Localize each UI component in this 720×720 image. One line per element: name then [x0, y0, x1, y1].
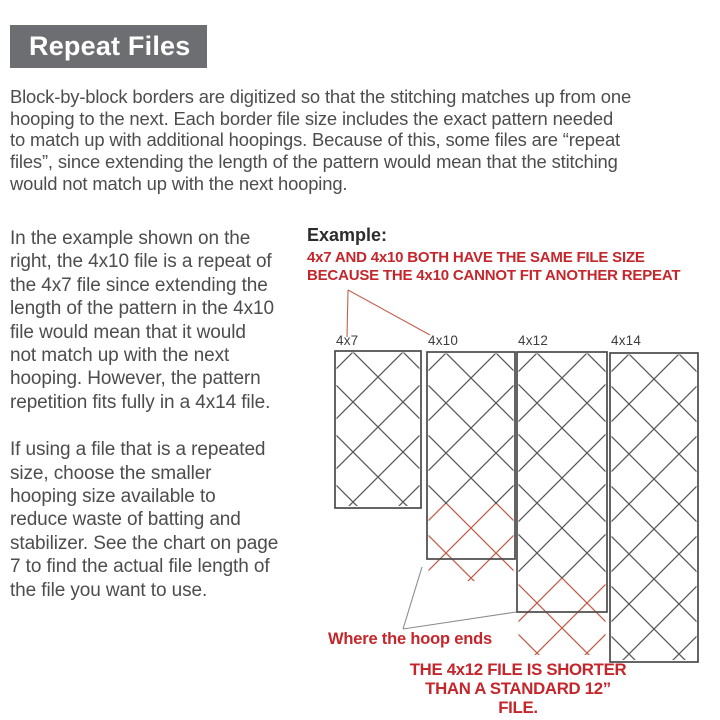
callout-pointer-line: [403, 567, 422, 629]
hoop-label-4x14: 4x14: [611, 333, 642, 348]
callout-pointer-line: [403, 612, 516, 629]
callout-pointer-line: [348, 290, 430, 335]
callout-4x12-shorter: THE 4x12 FILE IS SHORTER THAN A STANDARD 12” FILE.: [409, 660, 627, 717]
hoop-outline-4x14: [610, 353, 698, 662]
hoop-label-4x12: 4x12: [518, 333, 549, 348]
example-heading: Example:: [307, 225, 388, 245]
left-paragraph-2: If using a file that is a repeated size, choose the smaller hooping size available to reduce waste of batting and stabilizer. See the chart on page 7 to find the actual file length of the file you want to use.: [10, 439, 279, 601]
hoop-label-4x7: 4x7: [336, 333, 359, 348]
hoop-outline-4x7: [335, 351, 421, 508]
intro-paragraph: Block-by-block borders are digitized so that the stitching matches up from one hooping to the next. Each border file size includes the exact pattern needed to match up with additional hoopings. Because of this, some files are “repeat files”, since extending the length of the pattern would mean that the stitching would not match up with the next hooping.: [10, 86, 632, 194]
callout-pointer-line: [347, 290, 348, 337]
hoop-outline-4x12: [517, 352, 607, 612]
left-column: [10, 227, 315, 626]
page-title: Repeat Files: [29, 31, 191, 61]
page-title-badge: [10, 25, 207, 68]
hoop-label-4x10: 4x10: [428, 333, 459, 348]
left-paragraph-1: In the example shown on the right, the 4x10 file is a repeat of the 4x7 file since extending the length of the pattern in the 4x10 file would mean that it would not match up with the next hooping. However, the pattern repetition fits fully in a 4x14 file.: [10, 228, 274, 413]
callout-where-hoop-ends: Where the hoop ends: [328, 630, 492, 648]
example-callout-top: 4x7 AND 4x10 BOTH HAVE THE SAME FILE SIZE BECAUSE THE 4x10 CANNOT FIT ANOTHER REPEAT: [307, 249, 681, 285]
